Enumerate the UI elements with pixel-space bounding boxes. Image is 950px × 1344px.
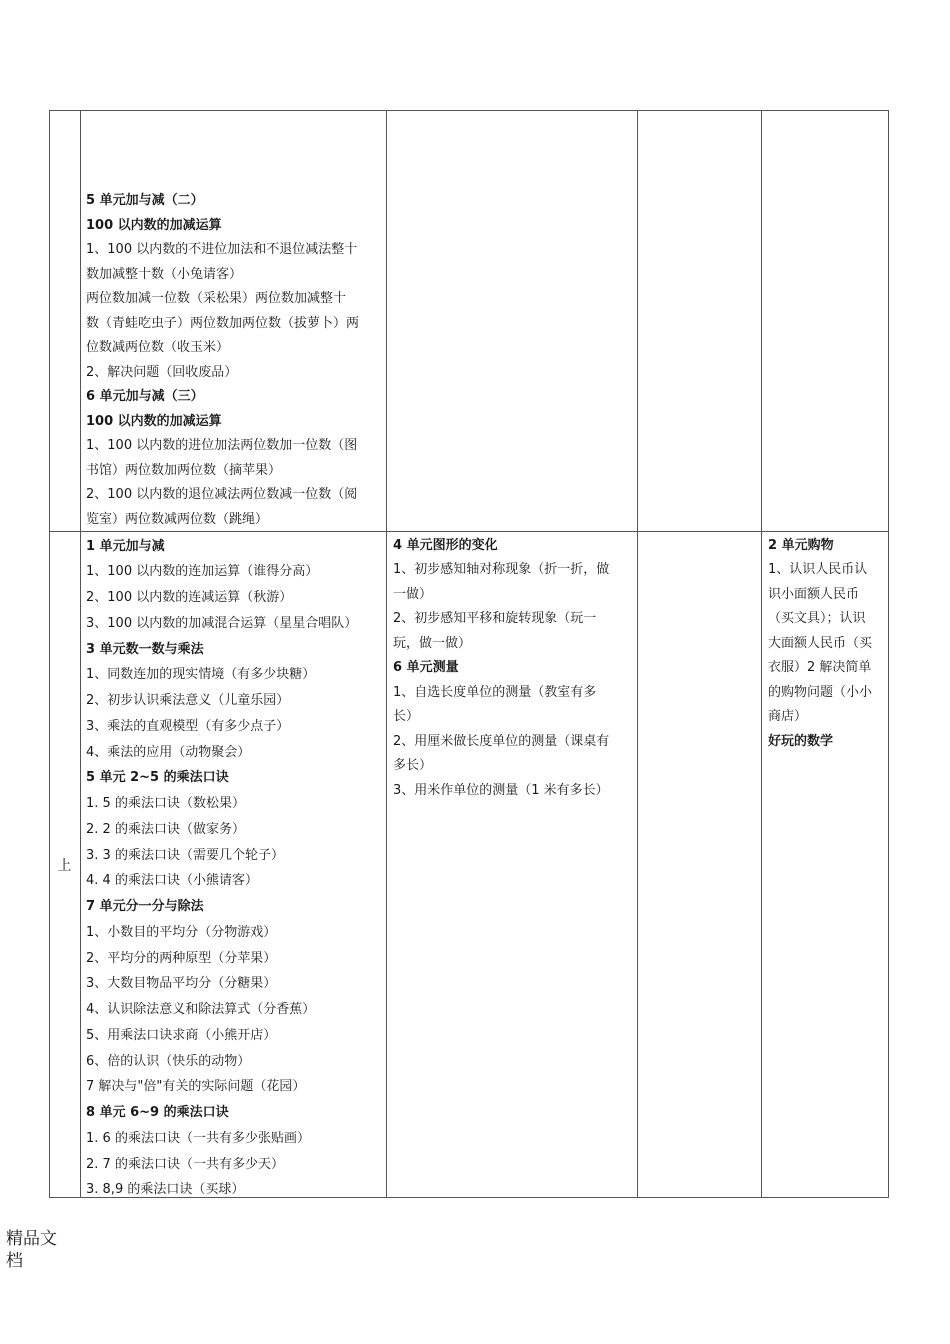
text-line: 位数减两位数（收玉米） bbox=[86, 340, 230, 355]
text-line: 大面额人民币（买 bbox=[768, 635, 873, 651]
section-heading: 6 单元加与减（三） bbox=[86, 389, 204, 404]
section-heading: 4 单元图形的变化 bbox=[393, 537, 498, 553]
section-heading: 1 单元加与减 bbox=[86, 538, 165, 554]
footer-line: 档 bbox=[6, 1251, 23, 1271]
text-line: 2、平均分的两种原型（分苹果） bbox=[86, 950, 277, 966]
text-line: 1、100 以内数的连加运算（谁得分高） bbox=[86, 564, 319, 580]
row2-col2-cell bbox=[393, 534, 635, 804]
table-border bbox=[761, 110, 762, 1198]
section-heading: 8 单元 6~9 的乘法口诀 bbox=[86, 1105, 229, 1120]
text-line: 的购物问题（小小 bbox=[768, 684, 873, 700]
table-border bbox=[386, 110, 387, 1198]
text-line: 2、用厘米做长度单位的测量（课桌有 bbox=[393, 733, 610, 749]
text-line: 玩，做一做） bbox=[393, 635, 472, 651]
text-line: 3. 8,9 的乘法口诀（买球） bbox=[86, 1182, 245, 1198]
text-line: 识小面额人民币 bbox=[768, 586, 860, 602]
text-line: 2、100 以内数的连减运算（秋游） bbox=[86, 590, 293, 605]
section-heading: 6 单元测量 bbox=[393, 660, 459, 675]
section-heading: 100 以内数的加减运算 bbox=[86, 413, 222, 429]
row2-col4-cell bbox=[768, 534, 886, 755]
text-line: 1、100 以内数的进位加法两位数加一位数（图 bbox=[86, 438, 358, 453]
footer-watermark bbox=[6, 1228, 66, 1272]
section-heading: 5 单元加与减（二） bbox=[86, 193, 204, 208]
text-line: 5、用乘法口诀求商（小熊开店） bbox=[86, 1027, 277, 1043]
text-line: 3、乘法的直观模型（有多少点子） bbox=[86, 718, 290, 734]
text-line: 1、认识人民币认 bbox=[768, 562, 868, 577]
text-line: 书馆）两位数加两位数（摘苹果） bbox=[86, 462, 282, 478]
section-heading: 100 以内数的加减运算 bbox=[86, 217, 222, 233]
text-line: 1、自选长度单位的测量（教室有多 bbox=[393, 684, 597, 700]
text-line: 1、初步感知轴对称现象（折一折，做 bbox=[393, 562, 610, 577]
text-line: 1. 6 的乘法口诀（一共有多少张贴画） bbox=[86, 1130, 310, 1146]
section-heading: 好玩的数学 bbox=[768, 733, 834, 749]
text-line: 衣服）2 解决简单 bbox=[768, 660, 872, 675]
text-line: 3、大数目物品平均分（分糖果） bbox=[86, 976, 277, 992]
text-line: 览室）两位数减两位数（跳绳） bbox=[86, 511, 269, 527]
text-line: 1、同数连加的现实情境（有多少块糖） bbox=[86, 667, 316, 683]
text-line: 3、100 以内数的加减混合运算（星星合唱队） bbox=[86, 615, 358, 631]
footer-line: 精品文 bbox=[6, 1229, 57, 1249]
curriculum-table bbox=[49, 110, 889, 1198]
section-heading: 3 单元数一数与乘法 bbox=[86, 641, 204, 657]
text-line: 长） bbox=[393, 709, 420, 724]
text-line: 4、认识除法意义和除法算式（分香蕉） bbox=[86, 1002, 316, 1017]
text-line: 2、100 以内数的退位减法两位数减一位数（阅 bbox=[86, 487, 358, 502]
row1-col1-cell bbox=[86, 189, 384, 532]
text-line: 1、100 以内数的不进位加法和不退位减法整十 bbox=[86, 242, 358, 257]
table-border bbox=[49, 110, 889, 111]
text-line: 一做） bbox=[393, 586, 433, 602]
text-line: 数（青蛙吃虫子）两位数加两位数（拔萝卜）两 bbox=[86, 315, 360, 331]
text-line: 1. 5 的乘法口诀（数松果） bbox=[86, 796, 245, 811]
table-border bbox=[637, 110, 638, 1198]
text-line: 4、乘法的应用（动物聚会） bbox=[86, 744, 251, 760]
text-line: 6、倍的认识（快乐的动物） bbox=[86, 1053, 251, 1069]
text-line: 2. 7 的乘法口诀（一共有多少天） bbox=[86, 1156, 284, 1172]
section-heading: 2 单元购物 bbox=[768, 537, 834, 553]
text-line: 数加减整十数（小兔请客） bbox=[86, 266, 243, 282]
section-heading: 7 单元分一分与除法 bbox=[86, 899, 204, 914]
text-line: 两位数加减一位数（采松果）两位数加减整十 bbox=[86, 291, 347, 306]
section-heading: 5 单元 2~5 的乘法口诀 bbox=[86, 770, 229, 786]
text-line: 2、初步认识乘法意义（儿童乐园） bbox=[86, 693, 290, 708]
text-line: 1、小数目的平均分（分物游戏） bbox=[86, 924, 277, 940]
text-line: 7 解决与"倍"有关的实际问题（花园） bbox=[86, 1079, 306, 1095]
grade-label: 上 bbox=[57, 857, 72, 874]
text-line: 2、初步感知平移和旋转现象（玩一 bbox=[393, 611, 597, 626]
table-border bbox=[888, 110, 889, 1198]
text-line: 3. 3 的乘法口诀（需要几个轮子） bbox=[86, 847, 284, 863]
text-line: 2. 2 的乘法口诀（做家务） bbox=[86, 821, 245, 837]
text-line: 2、解决问题（回收废品） bbox=[86, 364, 238, 380]
text-line: 4. 4 的乘法口诀（小熊请客） bbox=[86, 873, 258, 889]
table-border bbox=[80, 110, 81, 1198]
text-line: 3、用米作单位的测量（1 米有多长） bbox=[393, 782, 609, 798]
text-line: 多长） bbox=[393, 758, 433, 773]
text-line: （买文具）；认识 bbox=[768, 611, 866, 626]
text-line: 商店） bbox=[768, 709, 808, 724]
row2-col1-cell bbox=[86, 534, 384, 1204]
